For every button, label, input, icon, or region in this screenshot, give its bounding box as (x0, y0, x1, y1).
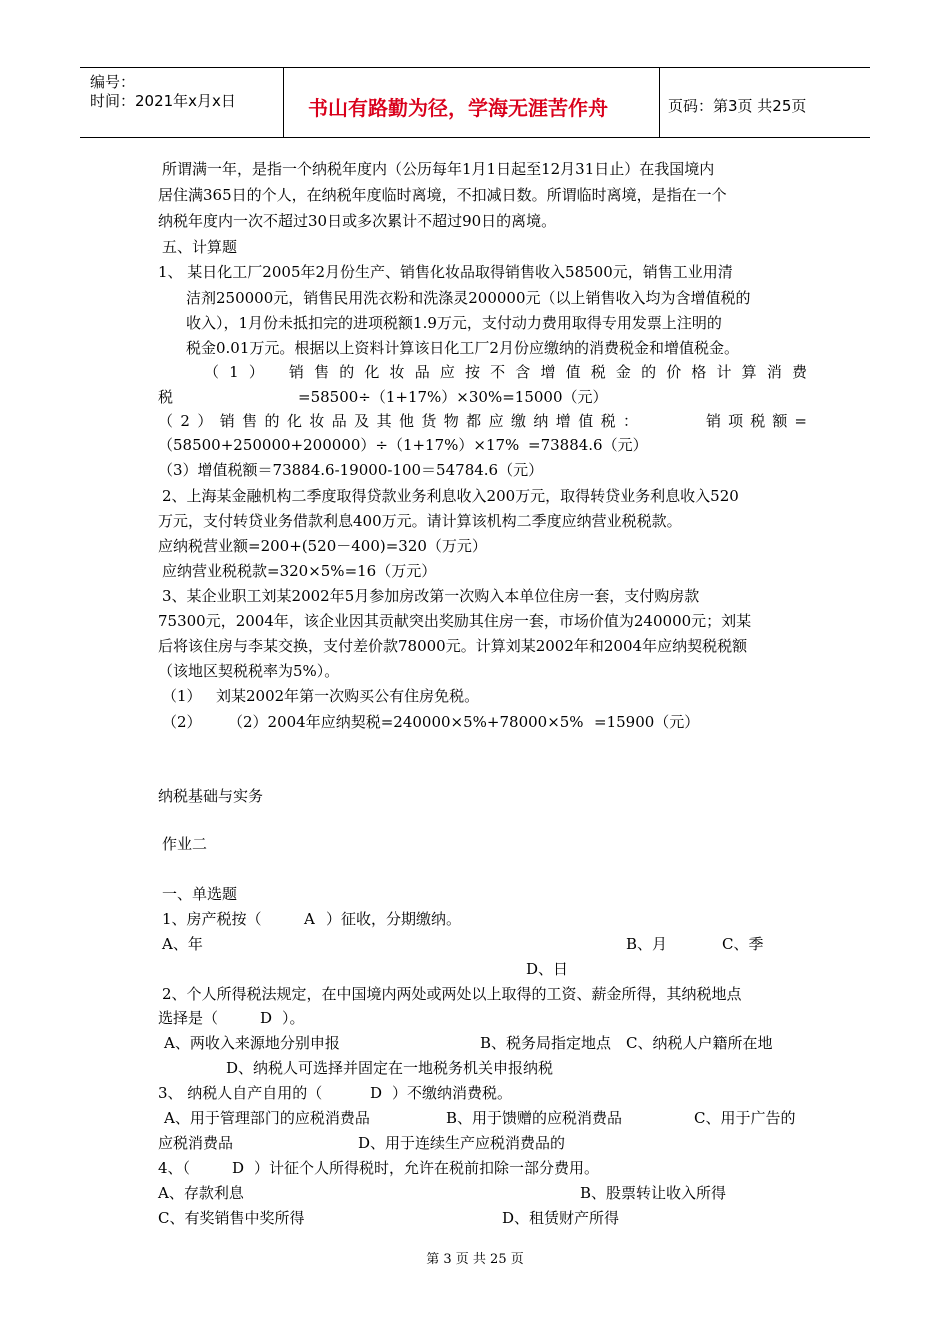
text-line: （1） 销售的化妆品应按不含增值税金的价格计算消费 (204, 363, 807, 381)
text-line: （1） (162, 687, 202, 705)
text-line: =58500÷（1+17%）×30%=15000（元） (298, 388, 608, 406)
section-title: 作业二 (162, 835, 208, 853)
option-text: D、纳税人可选择并固定在一地税务机关申报纳税 (226, 1059, 554, 1077)
footer-page-number: 第 3 页 共 25 页 (426, 1252, 524, 1267)
option-text: D、租赁财产所得 (502, 1209, 620, 1227)
text-line: 销项税额= (706, 412, 807, 430)
text-line: ）不缴纳消费税。 (392, 1084, 513, 1102)
document-date-label: 时间：2021年x月x日 (90, 92, 236, 110)
option-text: 应税消费品 (158, 1134, 234, 1152)
option-text: D、用于连续生产应税消费品的 (358, 1134, 566, 1152)
header-page-label: 页码：第3页 共25页 (668, 97, 807, 115)
section-title: 纳税基础与实务 (158, 787, 264, 805)
answer-text: D (260, 1009, 273, 1027)
text-line: 应纳税营业额=200+(520－400)=320（万元） (158, 537, 487, 555)
text-line: （该地区契税税率为5%）。 (158, 662, 340, 680)
text-line: =73884.6（元） (528, 436, 648, 454)
text-line: 1、房产税按（ (162, 910, 262, 928)
page-header (80, 67, 870, 138)
document-number-label: 编号： (90, 73, 136, 91)
text-line: 选择是（ (158, 1009, 219, 1027)
text-line: ）征收，分期缴纳。 (326, 910, 462, 928)
answer-text: D (232, 1159, 245, 1177)
option-text: C、纳税人户籍所在地 (626, 1034, 773, 1052)
text-line: （58500+250000+200000）÷（1+17%）×17% (158, 436, 520, 454)
text-line: （3）增值税额＝73884.6-19000-100＝54784.6（元） (158, 461, 544, 479)
text-line: 2、上海某金融机构二季度取得贷款业务利息收入200万元，取得转贷业务利息收入520 (162, 487, 739, 505)
option-text: A、存款利息 (158, 1184, 244, 1202)
answer-text: A (304, 910, 315, 928)
text-line: =15900（元） (594, 713, 700, 731)
text-line: 1、 某日化工厂2005年2月份生产、销售化妆品取得销售收入58500元，销售工业用清 (158, 263, 733, 281)
text-line: 后将该住房与李某交换，支付差价款78000元。计算刘某2002年和2004年应纳契税税额 (158, 637, 748, 655)
text-line: 税金0.01万元。根据以上资料计算该日化工厂2月份应缴纳的消费税金和增值税金。 (186, 339, 739, 357)
option-text: B、税务局指定地点 (480, 1034, 612, 1052)
option-text: A、年 (162, 935, 203, 953)
section-heading: 五、计算题 (162, 238, 238, 256)
header-motto-cell (284, 68, 660, 137)
text-line: 75300元，2004年，该企业因其贡献突出奖励其住房一套，市场价值为240000元；刘某 (158, 612, 752, 630)
text-line: 纳税年度内一次不超过30日或多次累计不超过90日的离境。 (158, 212, 557, 230)
option-text: C、用于广告的 (694, 1109, 796, 1127)
header-page-cell (660, 68, 870, 137)
text-line: ）计征个人所得税时，允许在税前扣除一部分费用。 (254, 1159, 600, 1177)
text-line: 万元，支付转贷业务借款利息400万元。请计算该机构二季度应纳营业税税款。 (158, 512, 682, 530)
option-text: A、用于管理部门的应税消费品 (164, 1109, 370, 1127)
text-line: ）。 (282, 1009, 305, 1027)
text-line: （2）2004年应纳契税=240000×5%+78000×5% (228, 713, 584, 731)
text-line: 应纳营业税税款=320×5%=16（万元） (162, 562, 437, 580)
text-line: 刘某2002年第一次购买公有住房免税。 (216, 687, 480, 705)
text-line: （2）销售的化妆品及其他货物都应缴纳增值税： (158, 412, 638, 430)
option-text: C、有奖销售中奖所得 (158, 1209, 305, 1227)
text-line: 3、 纳税人自产自用的（ (158, 1084, 323, 1102)
text-line: 洁剂250000元，销售民用洗衣粉和洗涤灵200000元（以上销售收入均为含增值税的 (186, 289, 751, 307)
option-text: B、用于馈赠的应税消费品 (446, 1109, 623, 1127)
option-text: C、季 (722, 935, 764, 953)
text-line: 2、个人所得税法规定，在中国境内两处或两处以上取得的工资、薪金所得，其纳税地点 (162, 985, 742, 1003)
text-line: 税 (158, 388, 174, 406)
text-line: 收入），1月份未抵扣完的进项税额1.9万元，支付动力费用取得专用发票上注明的 (186, 314, 722, 332)
section-heading: 一、单选题 (162, 885, 238, 903)
answer-text: D (370, 1084, 383, 1102)
option-text: B、月 (626, 935, 668, 953)
option-text: B、股票转让收入所得 (580, 1184, 727, 1202)
text-line: （2） (162, 713, 202, 731)
option-text: D、日 (526, 960, 569, 978)
text-line: 居住满365日的个人，在纳税年度临时离境，不扣减日数。所谓临时离境，是指在一个 (158, 186, 727, 204)
text-line: 4、（ (158, 1159, 191, 1177)
text-line: 所谓满一年，是指一个纳税年度内（公历每年1月1日起至12月31日止）在我国境内 (162, 160, 715, 178)
motto-text: 书山有路勤为径，学海无涯苦作舟 (308, 96, 608, 120)
header-meta-cell (80, 68, 284, 137)
option-text: A、两收入来源地分别申报 (164, 1034, 340, 1052)
text-line: 3、某企业职工刘某2002年5月参加房改第一次购入本单位住房一套，支付购房款 (162, 587, 700, 605)
